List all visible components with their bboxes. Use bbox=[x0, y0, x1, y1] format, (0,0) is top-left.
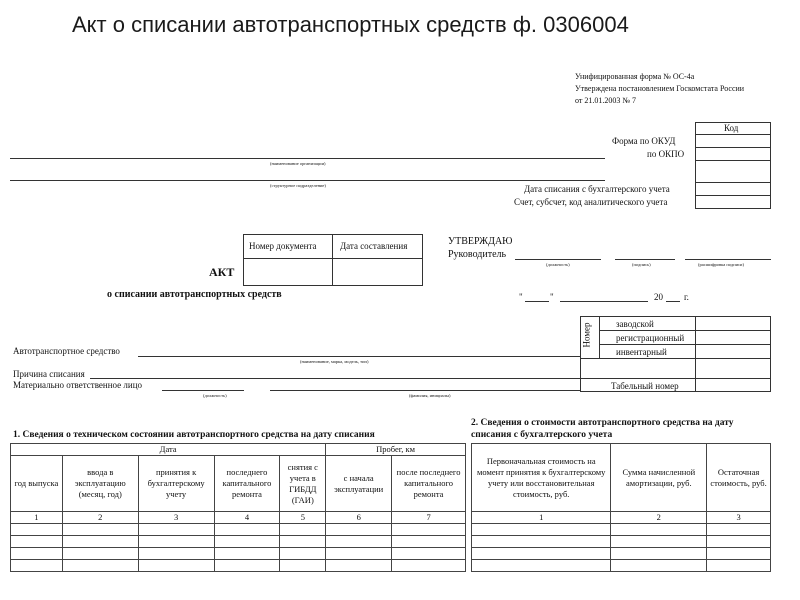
col-mileage-start: с начала эксплуатации bbox=[326, 456, 392, 512]
col-mileage-repair: после последнего капитального ремонта bbox=[392, 456, 466, 512]
col-number: 3 bbox=[138, 512, 214, 524]
col-number: 7 bbox=[392, 512, 466, 524]
col-number: 2 bbox=[62, 512, 138, 524]
year-prefix: 20 bbox=[654, 292, 663, 302]
col-initial-cost: Первоначальная стоимость на момент принятия к бухгалтерскому учету или восстановительная стоимость, руб. bbox=[472, 444, 611, 512]
position-caption: (должность) bbox=[546, 262, 570, 267]
head-label: Руководитель bbox=[448, 249, 507, 260]
section1-heading: 1. Сведения о техническом состоянии автотранспортного средства на дату списания bbox=[13, 430, 375, 440]
table-row[interactable] bbox=[11, 524, 466, 536]
table-row[interactable] bbox=[11, 560, 466, 572]
date-quote-open: " bbox=[519, 292, 523, 302]
col-year: год выпуска bbox=[11, 456, 63, 512]
col-number: 4 bbox=[214, 512, 280, 524]
act-title: АКТ bbox=[209, 265, 235, 279]
col-number: 1 bbox=[472, 512, 611, 524]
responsible-name-line[interactable] bbox=[270, 390, 580, 391]
writeoff-date-label: Дата списания с бухгалтерского учета bbox=[524, 184, 670, 194]
mileage-group-header: Пробег, км bbox=[326, 444, 466, 456]
factory-number-label: заводской bbox=[616, 319, 654, 329]
date-group-header: Дата bbox=[11, 444, 326, 456]
col-number: 6 bbox=[326, 512, 392, 524]
responsible-position-caption: (должность) bbox=[203, 393, 227, 398]
division-caption: (структурное подразделение) bbox=[270, 183, 326, 188]
approved-by-label: Утверждена постановлением Госкомстата России bbox=[575, 84, 745, 93]
doc-number-label: Номер документа bbox=[249, 241, 317, 251]
table-row[interactable] bbox=[472, 524, 771, 536]
decoding-caption: (расшифровка подписи) bbox=[698, 262, 744, 267]
registration-number-label: регистрационный bbox=[616, 333, 685, 343]
col-commission: ввода в эксплуатацию (месяц, год) bbox=[62, 456, 138, 512]
col-accounting: принятия к бухгалтерскому учету bbox=[138, 456, 214, 512]
page-title: Акт о списании автотранспортных средств ф. 0306004 bbox=[72, 12, 629, 37]
approved-date-label: от 21.01.2003 № 7 bbox=[575, 96, 637, 105]
section2-table bbox=[471, 443, 771, 572]
organization-line[interactable] bbox=[10, 158, 605, 159]
col-repair: последнего капитального ремонта bbox=[214, 456, 280, 512]
section2-heading-line1: 2. Сведения о стоимости автотранспортного средства на дату bbox=[471, 418, 734, 428]
okpo-label: по ОКПО bbox=[647, 149, 685, 159]
doc-date-label: Дата составления bbox=[340, 241, 408, 251]
col-number: 1 bbox=[11, 512, 63, 524]
tab-number-label: Табельный номер bbox=[611, 381, 679, 391]
col-depreciation: Сумма начисленной амортизации, руб. bbox=[611, 444, 707, 512]
inventory-number-label: инвентарный bbox=[616, 347, 667, 357]
org-caption: (наименование организации) bbox=[270, 161, 326, 166]
responsible-name-caption: (фамилия, инициалы) bbox=[409, 393, 451, 398]
table-row[interactable] bbox=[472, 560, 771, 572]
account-label: Счет, субсчет, код аналитического учета bbox=[514, 197, 668, 207]
unified-form-label: Унифицированная форма № ОС-4а bbox=[575, 72, 695, 81]
division-line[interactable] bbox=[10, 180, 605, 181]
table-row[interactable] bbox=[472, 548, 771, 560]
table-row[interactable] bbox=[11, 536, 466, 548]
col-number: 3 bbox=[707, 512, 771, 524]
col-number: 5 bbox=[280, 512, 326, 524]
responsible-label: Материально ответственное лицо bbox=[13, 380, 143, 390]
section2-heading-line2: списания с бухгалтерского учета bbox=[471, 430, 613, 440]
col-residual: Остаточная стоимость, руб. bbox=[707, 444, 771, 512]
year-suffix: г. bbox=[684, 292, 689, 302]
vehicle-caption: (наименование, марка, модель, тип) bbox=[300, 359, 369, 364]
vehicle-line[interactable] bbox=[138, 356, 580, 357]
signature-caption: (подпись) bbox=[632, 262, 651, 267]
table-row[interactable] bbox=[11, 548, 466, 560]
codes-header: Код bbox=[724, 123, 739, 133]
approve-heading: УТВЕРЖДАЮ bbox=[448, 236, 513, 247]
table-row[interactable] bbox=[472, 536, 771, 548]
col-number: 2 bbox=[611, 512, 707, 524]
vehicle-label: Автотранспортное средство bbox=[13, 346, 120, 356]
responsible-position-line[interactable] bbox=[162, 390, 244, 391]
reason-label: Причина списания bbox=[13, 369, 85, 379]
section1-table bbox=[10, 443, 466, 572]
okud-label: Форма по ОКУД bbox=[612, 136, 676, 146]
col-gibdd: снятия с учета в ГИБДД (ГАИ) bbox=[280, 456, 326, 512]
number-side-label: Номер bbox=[581, 322, 592, 348]
reason-line[interactable] bbox=[90, 378, 580, 379]
date-quote-close: " bbox=[550, 292, 554, 302]
act-subtitle: о списании автотранспортных средств bbox=[107, 289, 282, 300]
